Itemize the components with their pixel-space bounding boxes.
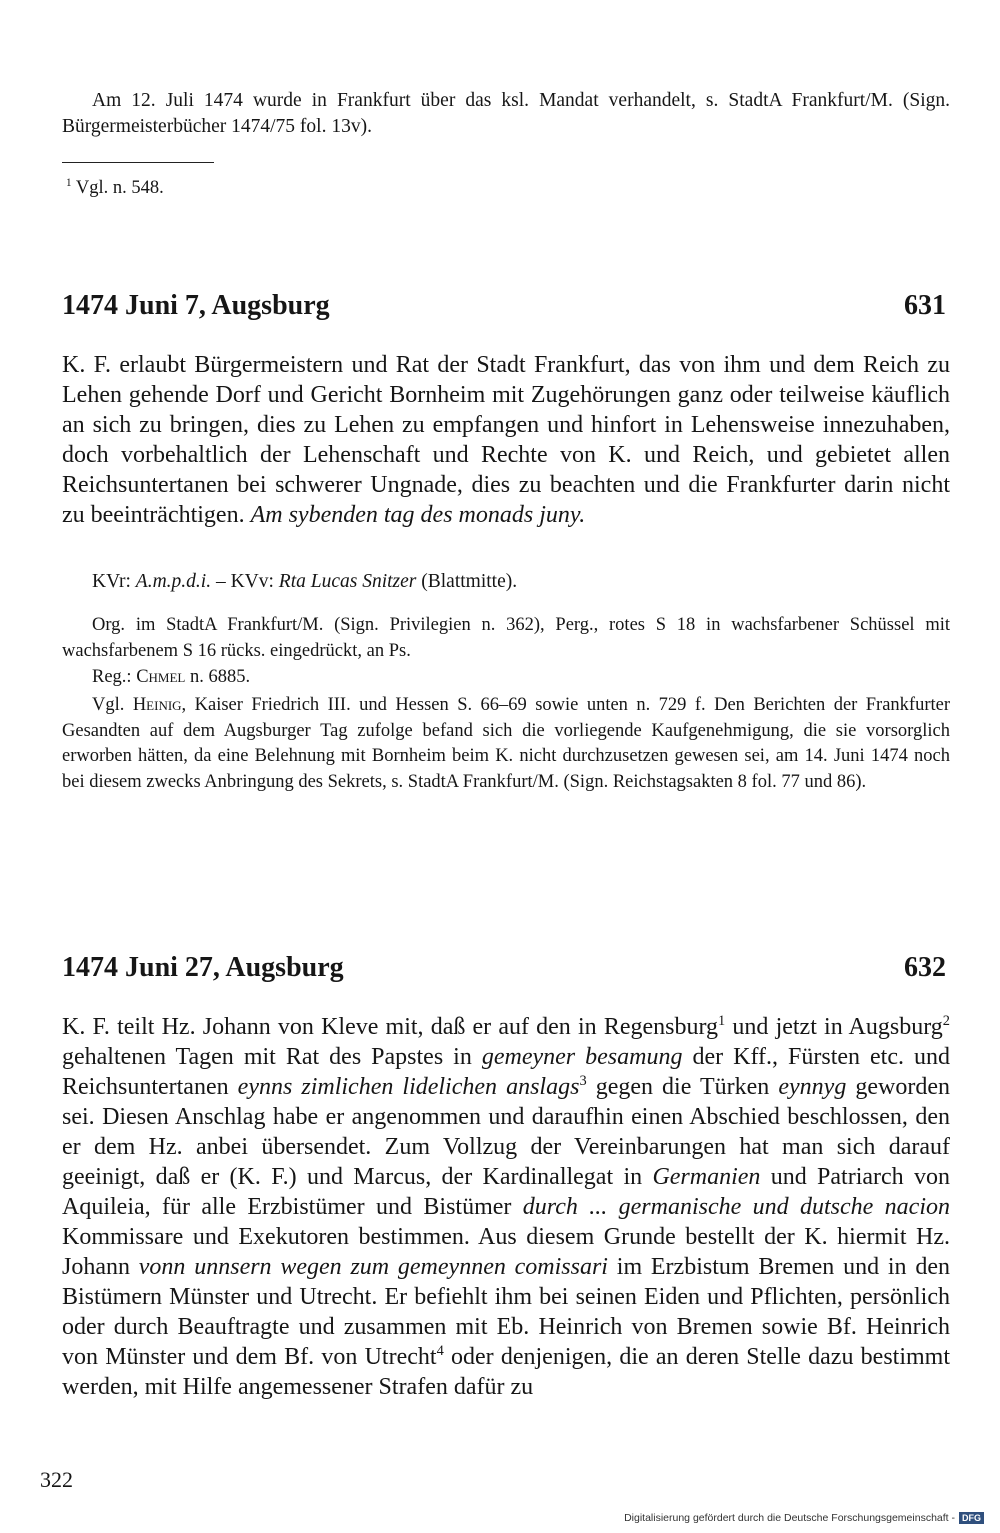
page-number: 322 — [40, 1467, 73, 1492]
entry-631-regest-text: K. F. erlaubt Bürgermeistern und Rat der Stadt Frankfurt, das von ihm und dem Reich zu Lehen gehende Dorf und Gericht Bornheim mit Zugehörungen ganz oder teilweise käuflich an sich zu bringen, dies zu Lehen zu empfangen und hinfort in Lehensweise innezuhaben, doch vorbehaltlich der Lehenschaft und Rechte von K. und Reich, und gebietet allen Reichsuntertanen bei schwerer Ungnade, dies zu beachten und die Frankfurter darin nicht zu beeinträchtigen. — [62, 352, 950, 528]
footnote-ref: 4 — [436, 1343, 444, 1359]
entry-631-heading — [62, 290, 946, 322]
footnote-rule — [62, 162, 214, 163]
vgl-text: Kaiser Friedrich III. und Hessen S. 66–69 sowie unten n. 729 f. Den Berichten der Frankfurter Gesandten auf dem Augsburger Tag zufolge befand sich die vorliegende Kaufgenehmigung, die sie vorsorglich erworben hätten, da eine Belehnung mit Bornheim beim K. nicht durchzusetzen gewesen sei, am 14. Juni 1474 noch bei diesem zwecks Anbringung des Sekrets, s. StadtA Frankfurt/M. (Sign. Reichstagsakten 8 fol. 77 und 86). — [62, 695, 950, 792]
footnote-ref: 1 — [718, 1013, 726, 1029]
vgl-label: Vgl. — [92, 695, 125, 715]
kv-separator: – — [215, 571, 226, 592]
entry-631-date-place: 1474 Juni 7, Augsburg — [62, 290, 330, 321]
footnote-ref: 2 — [942, 1013, 950, 1029]
digitization-credit — [624, 1512, 984, 1524]
kvr-label: KVr: — [92, 571, 131, 592]
kvv-label: KVv: — [230, 571, 274, 592]
top-note: Am 12. Juli 1474 wurde in Frankfurt über das ksl. Mandat verhandelt, s. StadtA Frankfurt/M. (Sign. Bürgermeisterbücher 1474/75 fol. 13v). — [62, 90, 950, 137]
footnote-ref: 3 — [579, 1073, 587, 1089]
kvv-note: (Blattmitte). — [421, 571, 518, 592]
vgl-author: Heinig, — [132, 695, 187, 715]
kvv-value: Rta Lucas Snitzer — [278, 571, 417, 592]
entry-632-number: 632 — [904, 952, 946, 983]
entry-631-original: Org. im StadtA Frankfurt/M. (Sign. Privilegien n. 362), Perg., rotes S 18 in wachsfarbener Schüssel mit wachsfarbenem S 16 rücks. eingedrückt, an Ps. — [62, 615, 950, 661]
entry-632-regest: K. F. teilt Hz. Johann von Kleve mit, daß er auf den in Regensburg$^1$ und jetzt in Augsburg$^2$ gehaltenen Tagen mit Rat des Papstes in gemeyner besamung der Kff., Fürsten etc. und Reichsuntertanen eynns zimlichen lidelichen anslags$^3$ gegen die Türken eynnyg geworden sei. Diesen Anschlag habe er angenommen und daraufhin einen Abschied beschlossen, den er dem Hz. anbei übersendet. Zum Vollzug der Vereinbarungen hat man sich darauf geeinigt, daß er (K. F.) und Marcus, der Kardinallegat in Germanien und Patriarch von Aquileia, für alle Erzbistümer und Bistümer durch ... germanische und dutsche nacion Kommissare und Exekutoren bestimmen. Aus diesem Grunde bestellt der K. hiermit Hz. Johann vonn unnsern wegen zum gemeynnen comissari im Erzbistum Bremen und in den Bistümern Münster und Utrecht. Er befiehlt ihm bei seinen Eiden und Pflichten, persönlich oder durch Beauftragte und zusammen mit Eb. Heinrich von Bremen sowie Bf. Heinrich von Münster und dem Bf. von Utrecht$^4$ oder denjenigen, die an deren Stelle dazu bestimmt werden, mit Hilfe angemessener Strafen dafür zu — [62, 1013, 951, 1400]
kvr-value: A.m.p.d.i. — [135, 571, 212, 592]
entry-631-regest — [62, 350, 950, 530]
reg-author: Chmel — [136, 667, 186, 687]
entry-631-kanzleivermerke — [62, 569, 950, 595]
entry-631-dating: Am sybenden tag des monads juny. — [250, 502, 586, 528]
entry-631-regesta — [62, 665, 950, 691]
credit-text: Digitalisierung gefördert durch die Deutsche Forschungsgemeinschaft - — [624, 1512, 955, 1524]
reg-ref: n. 6885. — [190, 667, 251, 687]
reg-label: Reg.: — [92, 667, 132, 687]
dfg-logo: DFG — [959, 1512, 984, 1524]
entry-631-number: 631 — [904, 290, 946, 321]
entry-632-heading — [62, 952, 946, 984]
footnote-text: Vgl. n. 548. — [75, 178, 164, 198]
footnote-mark: 1 — [66, 176, 72, 189]
footnote-top — [66, 176, 954, 202]
entry-631-literature — [62, 693, 950, 795]
entry-632-date-place: 1474 Juni 27, Augsburg — [62, 952, 344, 983]
